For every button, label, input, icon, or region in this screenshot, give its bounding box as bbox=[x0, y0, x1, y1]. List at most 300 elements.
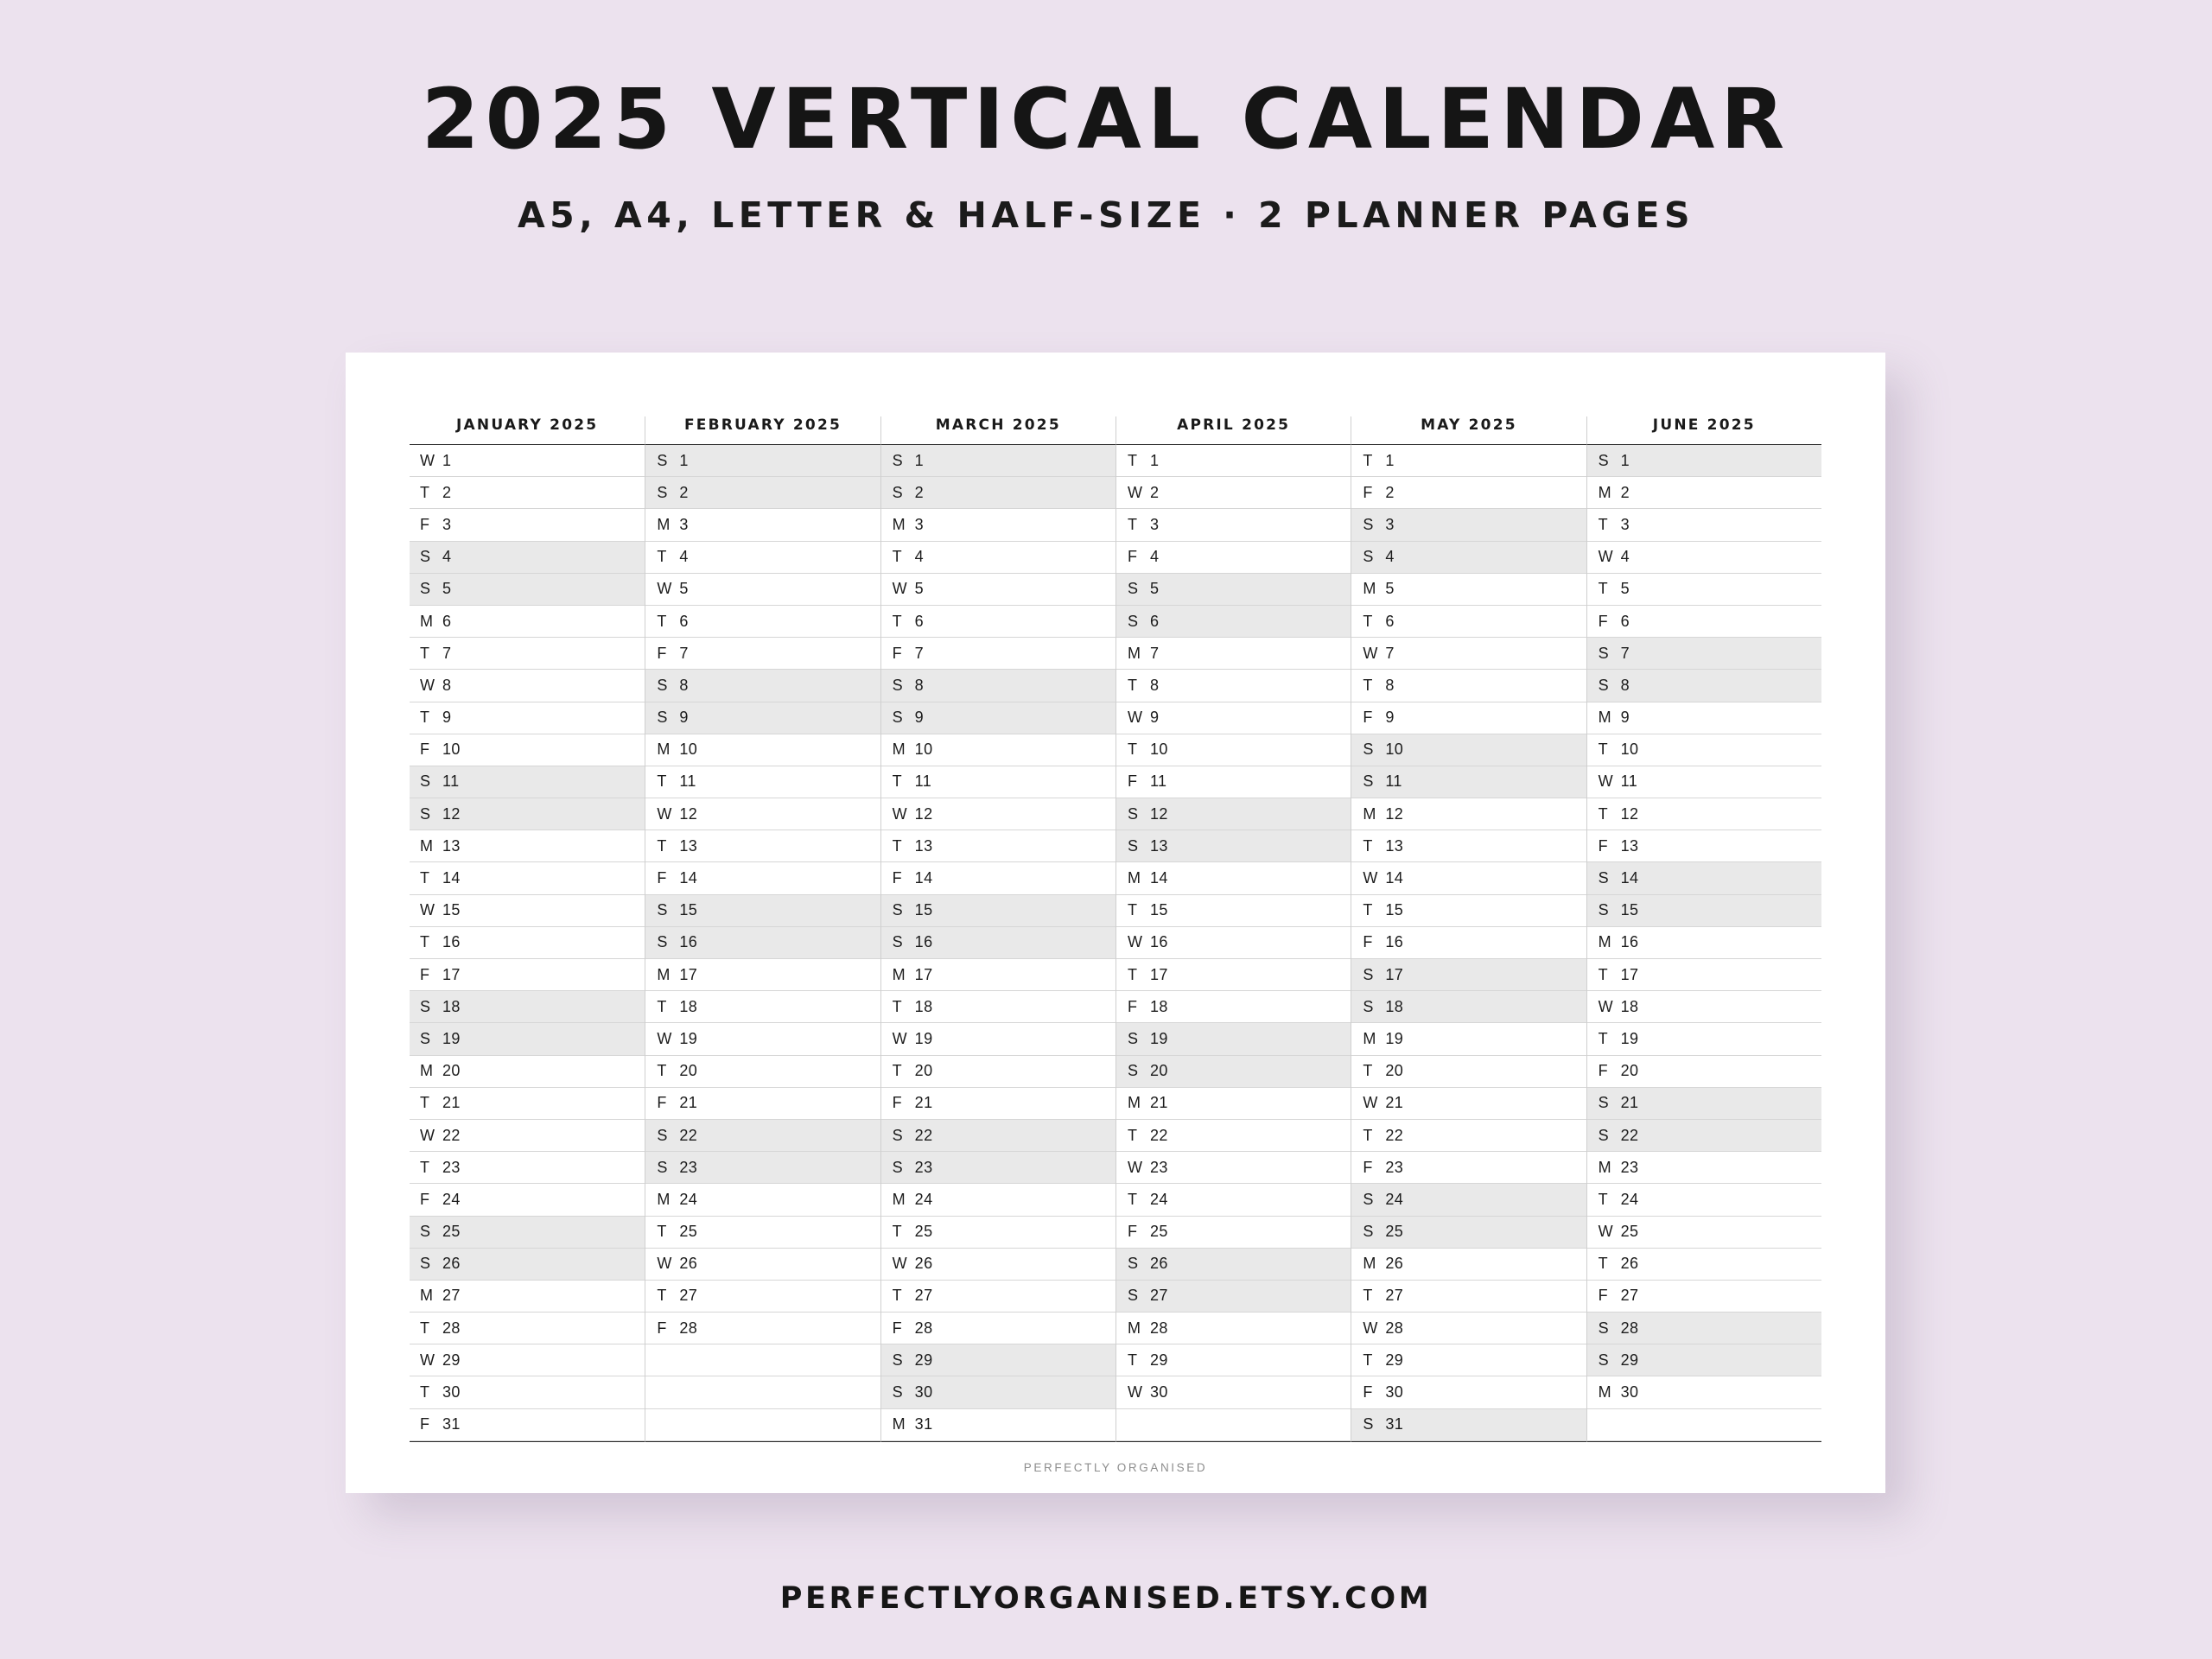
day-row[interactable] bbox=[1587, 927, 1821, 959]
day-of-week-label: S bbox=[892, 676, 904, 694]
day-row[interactable] bbox=[881, 1120, 1116, 1152]
day-row[interactable] bbox=[1351, 1313, 1586, 1344]
day-row[interactable] bbox=[645, 895, 880, 927]
day-row[interactable] bbox=[645, 862, 880, 894]
day-number: 3 bbox=[1620, 515, 1630, 533]
day-row[interactable] bbox=[881, 959, 1116, 991]
day-number: 11 bbox=[1385, 772, 1402, 791]
day-number: 27 bbox=[1620, 1287, 1639, 1305]
day-of-week-label: T bbox=[420, 1383, 430, 1402]
day-row[interactable] bbox=[1351, 862, 1586, 894]
day-row[interactable] bbox=[1587, 702, 1821, 734]
day-row[interactable] bbox=[1587, 1056, 1821, 1088]
month-column bbox=[880, 416, 1116, 1442]
day-row[interactable] bbox=[410, 766, 645, 798]
day-row[interactable] bbox=[1351, 542, 1586, 574]
day-row[interactable] bbox=[1116, 1217, 1351, 1249]
day-row[interactable] bbox=[1587, 638, 1821, 670]
day-row[interactable] bbox=[881, 1152, 1116, 1184]
day-row[interactable] bbox=[410, 542, 645, 574]
day-row[interactable] bbox=[410, 1056, 645, 1088]
day-of-week-label: T bbox=[1363, 901, 1373, 919]
day-of-week-label: S bbox=[1127, 1255, 1139, 1273]
day-row[interactable] bbox=[1351, 1249, 1586, 1281]
day-of-week-label: M bbox=[657, 515, 671, 533]
day-of-week-label: T bbox=[657, 1062, 667, 1080]
day-number: 2 bbox=[1149, 483, 1160, 501]
month-day-list bbox=[1116, 445, 1351, 1442]
day-number: 12 bbox=[1385, 804, 1404, 823]
day-number: 8 bbox=[1385, 676, 1395, 694]
day-row[interactable] bbox=[1116, 1281, 1351, 1313]
month-title: APRIL 2025 bbox=[1116, 416, 1351, 445]
day-row[interactable] bbox=[881, 895, 1116, 927]
day-of-week-label: T bbox=[1127, 515, 1138, 533]
day-number: 30 bbox=[914, 1383, 933, 1402]
day-row[interactable] bbox=[1116, 1088, 1351, 1120]
day-row[interactable] bbox=[1587, 1184, 1821, 1216]
day-of-week-label: S bbox=[1127, 804, 1139, 823]
day-row[interactable] bbox=[410, 991, 645, 1023]
day-of-week-label: T bbox=[1598, 741, 1609, 759]
day-number: 24 bbox=[442, 1190, 461, 1208]
day-row[interactable] bbox=[410, 477, 645, 509]
day-row[interactable] bbox=[1587, 1023, 1821, 1055]
day-row[interactable] bbox=[1351, 1344, 1586, 1376]
day-row[interactable] bbox=[1351, 991, 1586, 1023]
day-number: 30 bbox=[1149, 1383, 1168, 1402]
day-row[interactable] bbox=[645, 638, 880, 670]
day-row[interactable] bbox=[645, 1120, 880, 1152]
day-of-week-label: T bbox=[1363, 451, 1373, 469]
day-row[interactable] bbox=[881, 574, 1116, 606]
day-of-week-label: T bbox=[657, 1287, 667, 1305]
day-row[interactable] bbox=[1351, 959, 1586, 991]
day-row[interactable] bbox=[410, 445, 645, 477]
day-number: 23 bbox=[1620, 1158, 1639, 1176]
day-row[interactable] bbox=[1116, 1152, 1351, 1184]
day-number: 17 bbox=[679, 965, 698, 983]
day-number: 19 bbox=[442, 1029, 461, 1047]
day-row[interactable] bbox=[1351, 1217, 1586, 1249]
day-row[interactable] bbox=[1587, 1249, 1821, 1281]
day-row[interactable] bbox=[1587, 862, 1821, 894]
day-row[interactable] bbox=[410, 1313, 645, 1344]
day-row[interactable] bbox=[645, 477, 880, 509]
day-row[interactable] bbox=[1351, 606, 1586, 638]
month-column bbox=[1351, 416, 1586, 1442]
day-of-week-label: S bbox=[420, 804, 431, 823]
day-row[interactable] bbox=[1351, 1120, 1586, 1152]
day-row[interactable] bbox=[1587, 509, 1821, 541]
day-row[interactable] bbox=[645, 1217, 880, 1249]
day-number: 5 bbox=[1385, 580, 1395, 598]
day-number: 14 bbox=[442, 869, 461, 887]
month-column bbox=[645, 416, 880, 1442]
day-number: 14 bbox=[1620, 869, 1639, 887]
day-row[interactable] bbox=[645, 1184, 880, 1216]
day-row[interactable] bbox=[1587, 670, 1821, 702]
day-row[interactable] bbox=[1116, 1184, 1351, 1216]
day-row[interactable] bbox=[645, 798, 880, 830]
day-number: 31 bbox=[1385, 1415, 1404, 1433]
day-row[interactable] bbox=[645, 1281, 880, 1313]
day-row[interactable] bbox=[1351, 1088, 1586, 1120]
day-row[interactable] bbox=[645, 445, 880, 477]
day-row[interactable] bbox=[645, 702, 880, 734]
day-number: 9 bbox=[1385, 709, 1395, 727]
day-row[interactable] bbox=[645, 927, 880, 959]
day-row[interactable] bbox=[1351, 638, 1586, 670]
day-row[interactable] bbox=[1116, 1249, 1351, 1281]
day-of-week-label: S bbox=[892, 1351, 904, 1369]
day-row[interactable] bbox=[1587, 798, 1821, 830]
day-row[interactable] bbox=[1116, 509, 1351, 541]
day-row[interactable] bbox=[410, 1217, 645, 1249]
day-row[interactable] bbox=[1116, 1376, 1351, 1408]
day-row[interactable] bbox=[1351, 1023, 1586, 1055]
day-row[interactable] bbox=[1351, 509, 1586, 541]
day-row[interactable] bbox=[1587, 1376, 1821, 1408]
month-column bbox=[1116, 416, 1351, 1442]
day-row[interactable] bbox=[1351, 766, 1586, 798]
month-day-list bbox=[1351, 445, 1586, 1442]
day-row[interactable] bbox=[881, 1217, 1116, 1249]
day-of-week-label: T bbox=[1598, 515, 1609, 533]
day-row[interactable] bbox=[410, 1120, 645, 1152]
day-number: 24 bbox=[914, 1190, 933, 1208]
day-row[interactable] bbox=[410, 895, 645, 927]
day-row[interactable] bbox=[1351, 1281, 1586, 1313]
day-row[interactable] bbox=[1587, 574, 1821, 606]
day-row[interactable] bbox=[410, 670, 645, 702]
day-row[interactable] bbox=[1587, 1281, 1821, 1313]
day-row[interactable] bbox=[1587, 1152, 1821, 1184]
day-row[interactable] bbox=[1587, 959, 1821, 991]
day-row[interactable] bbox=[410, 1023, 645, 1055]
day-of-week-label: M bbox=[1598, 709, 1612, 727]
day-row[interactable] bbox=[1116, 798, 1351, 830]
day-number: 29 bbox=[1149, 1351, 1168, 1369]
day-number: 26 bbox=[679, 1255, 698, 1273]
day-of-week-label: T bbox=[1127, 741, 1138, 759]
day-of-week-label: S bbox=[1127, 1062, 1139, 1080]
day-row[interactable] bbox=[1587, 766, 1821, 798]
day-row[interactable] bbox=[1116, 574, 1351, 606]
day-row[interactable] bbox=[1351, 927, 1586, 959]
day-of-week-label: F bbox=[1363, 483, 1373, 501]
day-of-week-label: M bbox=[892, 965, 906, 983]
day-row[interactable] bbox=[645, 1313, 880, 1344]
day-number: 25 bbox=[914, 1223, 933, 1241]
day-row[interactable] bbox=[881, 702, 1116, 734]
day-row[interactable] bbox=[410, 830, 645, 862]
day-row[interactable] bbox=[410, 702, 645, 734]
day-of-week-label: W bbox=[1363, 869, 1378, 887]
day-row[interactable] bbox=[1587, 895, 1821, 927]
day-number: 21 bbox=[914, 1094, 933, 1112]
day-of-week-label: F bbox=[420, 1415, 430, 1433]
day-row[interactable] bbox=[410, 959, 645, 991]
day-number: 21 bbox=[1149, 1094, 1168, 1112]
month-title: MARCH 2025 bbox=[880, 416, 1116, 445]
day-number: 15 bbox=[442, 901, 461, 919]
day-row[interactable] bbox=[1351, 895, 1586, 927]
day-row[interactable] bbox=[1116, 1056, 1351, 1088]
day-number: 2 bbox=[1620, 483, 1630, 501]
day-of-week-label: T bbox=[420, 933, 430, 951]
day-row[interactable] bbox=[1587, 1313, 1821, 1344]
day-of-week-label: M bbox=[892, 741, 906, 759]
day-row[interactable] bbox=[1351, 445, 1586, 477]
day-row[interactable] bbox=[1116, 702, 1351, 734]
day-of-week-label: T bbox=[892, 1223, 903, 1241]
day-row[interactable] bbox=[1587, 1344, 1821, 1376]
day-row[interactable] bbox=[1587, 1120, 1821, 1152]
day-number: 27 bbox=[442, 1287, 461, 1305]
day-row[interactable] bbox=[881, 1056, 1116, 1088]
day-of-week-label: S bbox=[657, 451, 668, 469]
day-row[interactable] bbox=[645, 1023, 880, 1055]
day-row[interactable] bbox=[1351, 1409, 1586, 1441]
day-row[interactable] bbox=[410, 574, 645, 606]
day-row[interactable] bbox=[410, 1281, 645, 1313]
day-of-week-label: W bbox=[1598, 997, 1614, 1015]
day-row[interactable] bbox=[1116, 734, 1351, 766]
day-of-week-label: S bbox=[657, 676, 668, 694]
day-of-week-label: M bbox=[1127, 1319, 1141, 1337]
day-row[interactable] bbox=[881, 830, 1116, 862]
day-of-week-label: S bbox=[1598, 1094, 1610, 1112]
day-number: 26 bbox=[1385, 1255, 1404, 1273]
day-row[interactable] bbox=[1587, 734, 1821, 766]
day-row[interactable] bbox=[881, 638, 1116, 670]
day-row[interactable] bbox=[1116, 895, 1351, 927]
day-row[interactable] bbox=[410, 798, 645, 830]
day-row[interactable] bbox=[881, 1344, 1116, 1376]
day-row[interactable] bbox=[1587, 1088, 1821, 1120]
day-row[interactable] bbox=[410, 1409, 645, 1441]
day-number: 10 bbox=[914, 741, 933, 759]
day-row[interactable] bbox=[1116, 862, 1351, 894]
day-row[interactable] bbox=[1116, 959, 1351, 991]
day-of-week-label: M bbox=[1598, 483, 1612, 501]
month-column bbox=[410, 416, 645, 1442]
day-row[interactable] bbox=[1116, 670, 1351, 702]
day-number: 8 bbox=[914, 676, 925, 694]
day-row[interactable] bbox=[1116, 830, 1351, 862]
day-of-week-label: T bbox=[1598, 580, 1609, 598]
day-row[interactable] bbox=[645, 991, 880, 1023]
day-row[interactable] bbox=[1351, 1184, 1586, 1216]
day-row[interactable] bbox=[1116, 477, 1351, 509]
day-row[interactable] bbox=[881, 734, 1116, 766]
day-number: 2 bbox=[679, 483, 689, 501]
day-row[interactable] bbox=[1116, 1023, 1351, 1055]
day-number: 6 bbox=[679, 612, 689, 630]
day-row[interactable] bbox=[645, 509, 880, 541]
day-row[interactable] bbox=[1116, 1120, 1351, 1152]
day-number: 13 bbox=[1149, 836, 1168, 855]
day-row[interactable] bbox=[645, 670, 880, 702]
day-row[interactable] bbox=[1116, 927, 1351, 959]
day-row[interactable] bbox=[410, 638, 645, 670]
day-row[interactable] bbox=[1351, 1056, 1586, 1088]
day-of-week-label: S bbox=[420, 548, 431, 566]
day-row[interactable] bbox=[1351, 798, 1586, 830]
day-of-week-label: T bbox=[657, 836, 667, 855]
day-row[interactable] bbox=[881, 1313, 1116, 1344]
day-row[interactable] bbox=[410, 1376, 645, 1408]
day-row[interactable] bbox=[1351, 574, 1586, 606]
day-row[interactable] bbox=[1587, 477, 1821, 509]
day-of-week-label: S bbox=[420, 997, 431, 1015]
day-row[interactable] bbox=[881, 1281, 1116, 1313]
day-row[interactable] bbox=[1587, 542, 1821, 574]
day-of-week-label: M bbox=[1127, 869, 1141, 887]
day-of-week-label: F bbox=[1363, 1383, 1373, 1402]
day-row[interactable] bbox=[1587, 830, 1821, 862]
day-row[interactable] bbox=[881, 509, 1116, 541]
day-number: 12 bbox=[1620, 804, 1639, 823]
day-row[interactable] bbox=[645, 542, 880, 574]
day-of-week-label: W bbox=[1598, 548, 1614, 566]
day-row[interactable] bbox=[881, 1088, 1116, 1120]
day-row[interactable] bbox=[645, 959, 880, 991]
day-row[interactable] bbox=[1587, 991, 1821, 1023]
day-row[interactable] bbox=[1351, 830, 1586, 862]
day-row[interactable] bbox=[645, 734, 880, 766]
header bbox=[0, 0, 2212, 236]
sheet-footer-note: PERFECTLY ORGANISED bbox=[1023, 1460, 1208, 1474]
day-of-week-label: T bbox=[1127, 676, 1138, 694]
day-row[interactable] bbox=[645, 606, 880, 638]
day-number: 13 bbox=[1620, 836, 1639, 855]
day-row[interactable] bbox=[881, 670, 1116, 702]
day-row-empty bbox=[1116, 1409, 1351, 1441]
day-row[interactable] bbox=[410, 509, 645, 541]
day-number: 7 bbox=[1149, 644, 1160, 662]
day-row[interactable] bbox=[645, 766, 880, 798]
day-row[interactable] bbox=[881, 477, 1116, 509]
day-number: 18 bbox=[1620, 997, 1639, 1015]
day-row[interactable] bbox=[881, 927, 1116, 959]
day-of-week-label: M bbox=[1363, 1029, 1376, 1047]
day-row[interactable] bbox=[645, 1152, 880, 1184]
day-of-week-label: F bbox=[1598, 612, 1609, 630]
day-row[interactable] bbox=[410, 606, 645, 638]
day-row[interactable] bbox=[881, 606, 1116, 638]
day-row[interactable] bbox=[881, 542, 1116, 574]
day-number: 24 bbox=[679, 1190, 698, 1208]
day-row[interactable] bbox=[410, 927, 645, 959]
day-of-week-label: T bbox=[1598, 1029, 1609, 1047]
day-row[interactable] bbox=[881, 1409, 1116, 1441]
day-of-week-label: W bbox=[1127, 709, 1143, 727]
day-row[interactable] bbox=[1587, 1217, 1821, 1249]
day-row[interactable] bbox=[1351, 1376, 1586, 1408]
day-of-week-label: T bbox=[892, 772, 903, 791]
day-of-week-label: F bbox=[657, 1319, 667, 1337]
day-row[interactable] bbox=[881, 1249, 1116, 1281]
day-row[interactable] bbox=[410, 1249, 645, 1281]
day-number: 13 bbox=[1385, 836, 1404, 855]
day-row[interactable] bbox=[881, 1376, 1116, 1408]
day-row[interactable] bbox=[410, 734, 645, 766]
day-row[interactable] bbox=[1587, 445, 1821, 477]
day-number: 11 bbox=[1149, 772, 1167, 791]
day-row[interactable] bbox=[645, 1056, 880, 1088]
day-row[interactable] bbox=[1116, 766, 1351, 798]
day-number: 9 bbox=[679, 709, 689, 727]
day-row[interactable] bbox=[1116, 991, 1351, 1023]
day-row[interactable] bbox=[881, 862, 1116, 894]
day-of-week-label: T bbox=[892, 997, 903, 1015]
day-row[interactable] bbox=[410, 1184, 645, 1216]
day-row[interactable] bbox=[1116, 638, 1351, 670]
day-number: 19 bbox=[914, 1029, 933, 1047]
day-row[interactable] bbox=[645, 574, 880, 606]
day-of-week-label: T bbox=[892, 836, 903, 855]
day-of-week-label: S bbox=[1363, 772, 1374, 791]
day-row[interactable] bbox=[881, 798, 1116, 830]
day-row[interactable] bbox=[1351, 734, 1586, 766]
day-row[interactable] bbox=[881, 445, 1116, 477]
day-of-week-label: S bbox=[420, 580, 431, 598]
day-row[interactable] bbox=[1116, 1313, 1351, 1344]
day-row[interactable] bbox=[1351, 1152, 1586, 1184]
day-row[interactable] bbox=[645, 1088, 880, 1120]
day-row[interactable] bbox=[645, 830, 880, 862]
day-row[interactable] bbox=[1351, 477, 1586, 509]
day-row[interactable] bbox=[645, 1249, 880, 1281]
day-number: 29 bbox=[914, 1351, 933, 1369]
day-row[interactable] bbox=[1351, 670, 1586, 702]
day-of-week-label: T bbox=[1127, 1351, 1138, 1369]
day-number: 28 bbox=[1149, 1319, 1168, 1337]
day-number: 10 bbox=[1149, 741, 1168, 759]
day-number: 30 bbox=[1385, 1383, 1404, 1402]
day-number: 10 bbox=[1385, 741, 1404, 759]
day-row[interactable] bbox=[1116, 542, 1351, 574]
day-number: 11 bbox=[679, 772, 696, 791]
calendar-sheet bbox=[346, 353, 1885, 1493]
day-row[interactable] bbox=[410, 1088, 645, 1120]
day-number: 21 bbox=[1620, 1094, 1639, 1112]
day-row[interactable] bbox=[881, 991, 1116, 1023]
day-row[interactable] bbox=[1587, 606, 1821, 638]
day-row[interactable] bbox=[1351, 702, 1586, 734]
day-number: 3 bbox=[914, 515, 925, 533]
day-number: 7 bbox=[1620, 644, 1630, 662]
day-row[interactable] bbox=[410, 862, 645, 894]
day-of-week-label: F bbox=[420, 1190, 430, 1208]
day-row[interactable] bbox=[881, 766, 1116, 798]
day-of-week-label: S bbox=[1598, 676, 1610, 694]
day-row[interactable] bbox=[410, 1152, 645, 1184]
day-row[interactable] bbox=[410, 1344, 645, 1376]
day-number: 11 bbox=[442, 772, 460, 791]
day-of-week-label: S bbox=[1598, 1319, 1610, 1337]
day-row[interactable] bbox=[1116, 445, 1351, 477]
day-row[interactable] bbox=[1116, 606, 1351, 638]
day-of-week-label: S bbox=[657, 933, 668, 951]
day-row[interactable] bbox=[881, 1023, 1116, 1055]
day-number: 10 bbox=[442, 741, 461, 759]
day-row[interactable] bbox=[1116, 1344, 1351, 1376]
day-row[interactable] bbox=[881, 1184, 1116, 1216]
day-number: 13 bbox=[679, 836, 698, 855]
